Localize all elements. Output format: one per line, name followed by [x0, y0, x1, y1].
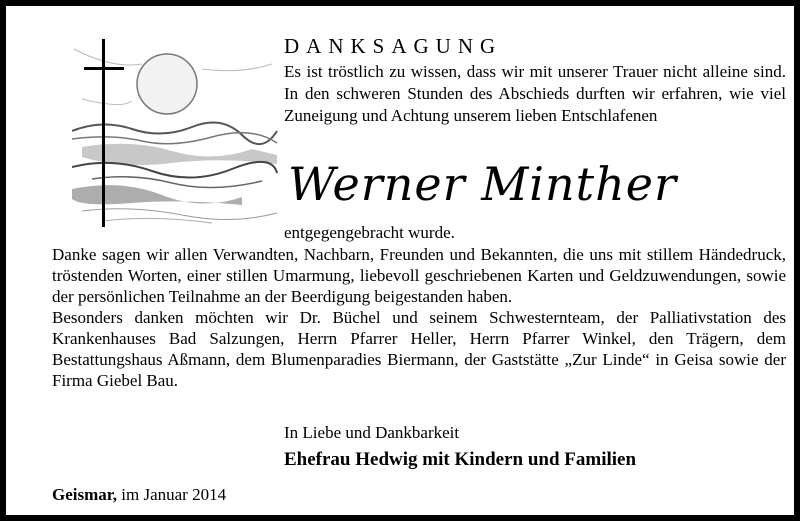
thanks-paragraph-1: Danke sagen wir allen Verwandten, Nachbarn, Freunden und Bekannten, die uns mit stillem Händedruck, tröstenden Worten, einer stillen Umarmung, liebevoll geschriebenen Karten und Geldzuwendungen, sowie der persönlichen Teilnahme an der Beerdigung beigestanden haben.	[52, 245, 786, 306]
intro-text	[284, 61, 786, 127]
after-name-text: entgegengebracht wurde.	[284, 223, 455, 242]
thanks-text	[52, 244, 786, 391]
deceased-name: Werner Minther	[288, 157, 677, 211]
moon-landscape-illustration	[72, 39, 280, 227]
date-text: im Januar 2014	[121, 485, 227, 504]
place-name: Geismar,	[52, 485, 118, 504]
signature-line: Ehefrau Hedwig mit Kindern und Familien	[284, 449, 637, 470]
moon-icon	[137, 54, 197, 114]
heading: DANKSAGUNG	[284, 34, 503, 58]
closing-line: In Liebe und Dankbarkeit	[284, 423, 460, 442]
intro-paragraph: Es ist tröstlich zu wissen, dass wir mit unserer Trauer nicht alleine sind. In den schweren Stunden des Abschieds durften wir erfahren, wie viel Zuneigung und Achtung unserem lieben Entschlafenen	[284, 62, 786, 125]
place-date	[52, 484, 226, 506]
thanks-paragraph-2: Besonders danken möchten wir Dr. Büchel und seinem Schwesternteam, der Palliativstation des Krankenhauses Bad Salzungen, Herrn Pfarrer Heller, Herrn Pfarrer Winkel, den Trägern, dem Bestattungshaus Aßmann, dem Blumenparadies Biermann, der Gaststätte „Zur Linde“ in Geisa sowie der Firma Giebel Bau.	[52, 308, 786, 390]
